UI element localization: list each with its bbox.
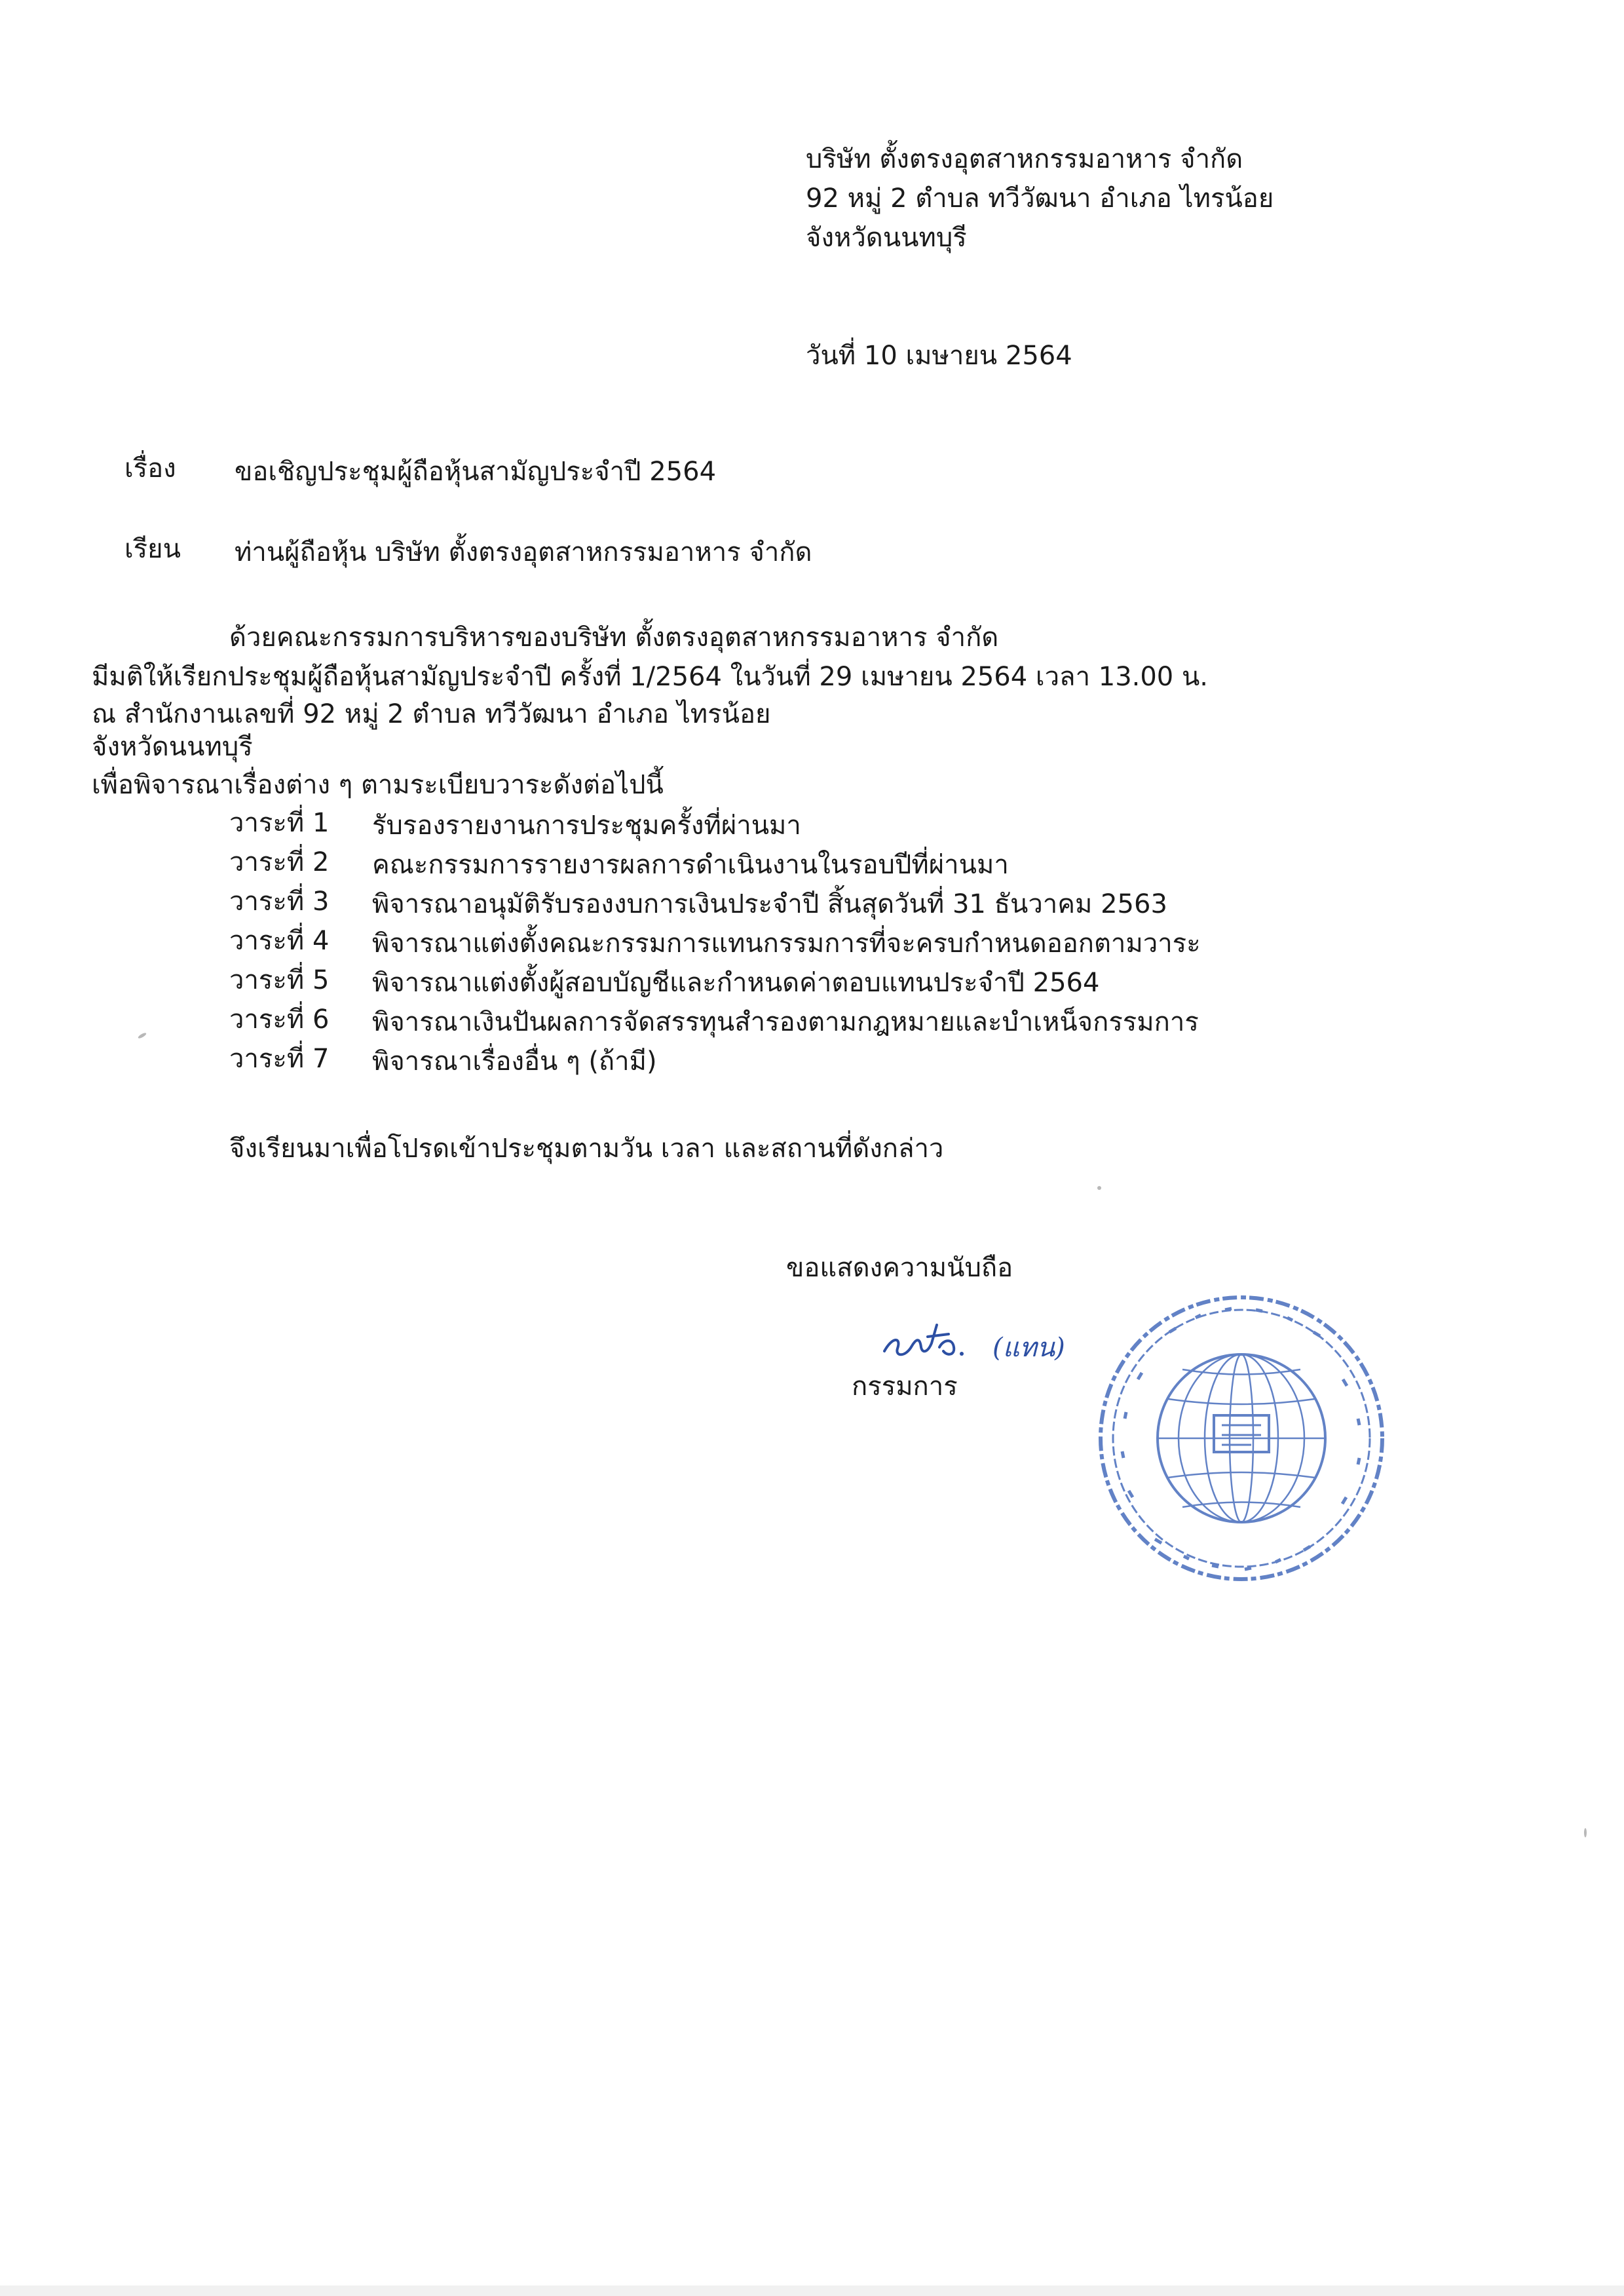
agenda-number: วาระที่ 3 <box>229 887 330 917</box>
closing-statement: จึงเรียนมาเพื่อโปรดเข้าประชุมตามวัน เวลา และสถานที่ดังกล่าว <box>229 1134 944 1164</box>
body-line-2: มีมติให้เรียกประชุมผู้ถือหุ้นสามัญประจำปี ครั้งที่ 1/2564 ในวันที่ 29 เมษายน 2564 เวลา 13.00 น. <box>92 662 1209 692</box>
agenda-number: วาระที่ 4 <box>229 926 330 956</box>
scan-speck <box>1097 1186 1101 1190</box>
recipient-label: เรียน <box>124 534 181 564</box>
agenda-number: วาระที่ 7 <box>229 1044 330 1074</box>
sender-address-line2: จังหวัดนนทบุรี <box>806 223 967 253</box>
agenda-number: วาระที่ 5 <box>229 965 330 995</box>
recipient-text: ท่านผู้ถือหุ้น บริษัท ตั้งตรงอุตสาหกรรมอาหาร จำกัด <box>235 537 812 567</box>
scan-speck <box>1584 1828 1587 1837</box>
sender-company: บริษัท ตั้งตรงอุตสาหกรรมอาหาร จำกัด <box>806 144 1243 174</box>
body-line-3: ณ สำนักงานเลขที่ 92 หมู่ 2 ตำบล ทวีวัฒนา อำเภอ ไทรน้อย <box>92 699 771 729</box>
subject-label: เรื่อง <box>124 453 176 484</box>
sender-address-line1: 92 หมู่ 2 ตำบล ทวีวัฒนา อำเภอ ไทรน้อย <box>806 183 1274 214</box>
agenda-text: รับรองรายงานการประชุมครั้งที่ผ่านมา <box>372 811 801 841</box>
agenda-text: พิจารณาเงินปันผลการจัดสรรทุนสำรองตามกฎหมายและบำเหน็จกรรมการ <box>372 1007 1199 1037</box>
handwritten-signature <box>871 1311 1107 1376</box>
signature-note: (แทน) <box>992 1333 1065 1363</box>
scan-bottom-edge <box>0 2286 1624 2296</box>
company-seal-icon <box>1084 1281 1399 1596</box>
agenda-text: พิจารณาเรื่องอื่น ๆ (ถ้ามี) <box>372 1046 657 1077</box>
closing-regards: ขอแสดงความนับถือ <box>786 1253 1013 1283</box>
signatory-title: กรรมการ <box>852 1371 958 1402</box>
agenda-number: วาระที่ 1 <box>229 808 330 838</box>
agenda-text: พิจารณาอนุมัติรับรองงบการเงินประจำปี สิ้นสุดวันที่ 31 ธันวาคม 2563 <box>372 889 1167 919</box>
agenda-text: พิจารณาแต่งตั้งผู้สอบบัญชีและกำหนดค่าตอบแทนประจำปี 2564 <box>372 968 1100 998</box>
agenda-number: วาระที่ 6 <box>229 1004 330 1035</box>
body-line-5: เพื่อพิจารณาเรื่องต่าง ๆ ตามระเบียบวาระดังต่อไปนี้ <box>92 770 664 800</box>
subject-text: ขอเชิญประชุมผู้ถือหุ้นสามัญประจำปี 2564 <box>235 457 717 487</box>
letter-date: วันที่ 10 เมษายน 2564 <box>806 341 1072 371</box>
agenda-number: วาระที่ 2 <box>229 847 330 877</box>
scan-speck <box>138 1032 147 1039</box>
agenda-text: พิจารณาแต่งตั้งคณะกรรมการแทนกรรมการที่จะครบกำหนดออกตามวาระ <box>372 928 1201 959</box>
body-line-4: จังหวัดนนทบุรี <box>92 732 253 762</box>
agenda-text: คณะกรรมการรายงารผลการดำเนินงานในรอบปีที่ผ่านมา <box>372 850 1009 880</box>
body-line-1: ด้วยคณะกรรมการบริหารของบริษัท ตั้งตรงอุตสาหกรรมอาหาร จำกัด <box>229 622 999 653</box>
